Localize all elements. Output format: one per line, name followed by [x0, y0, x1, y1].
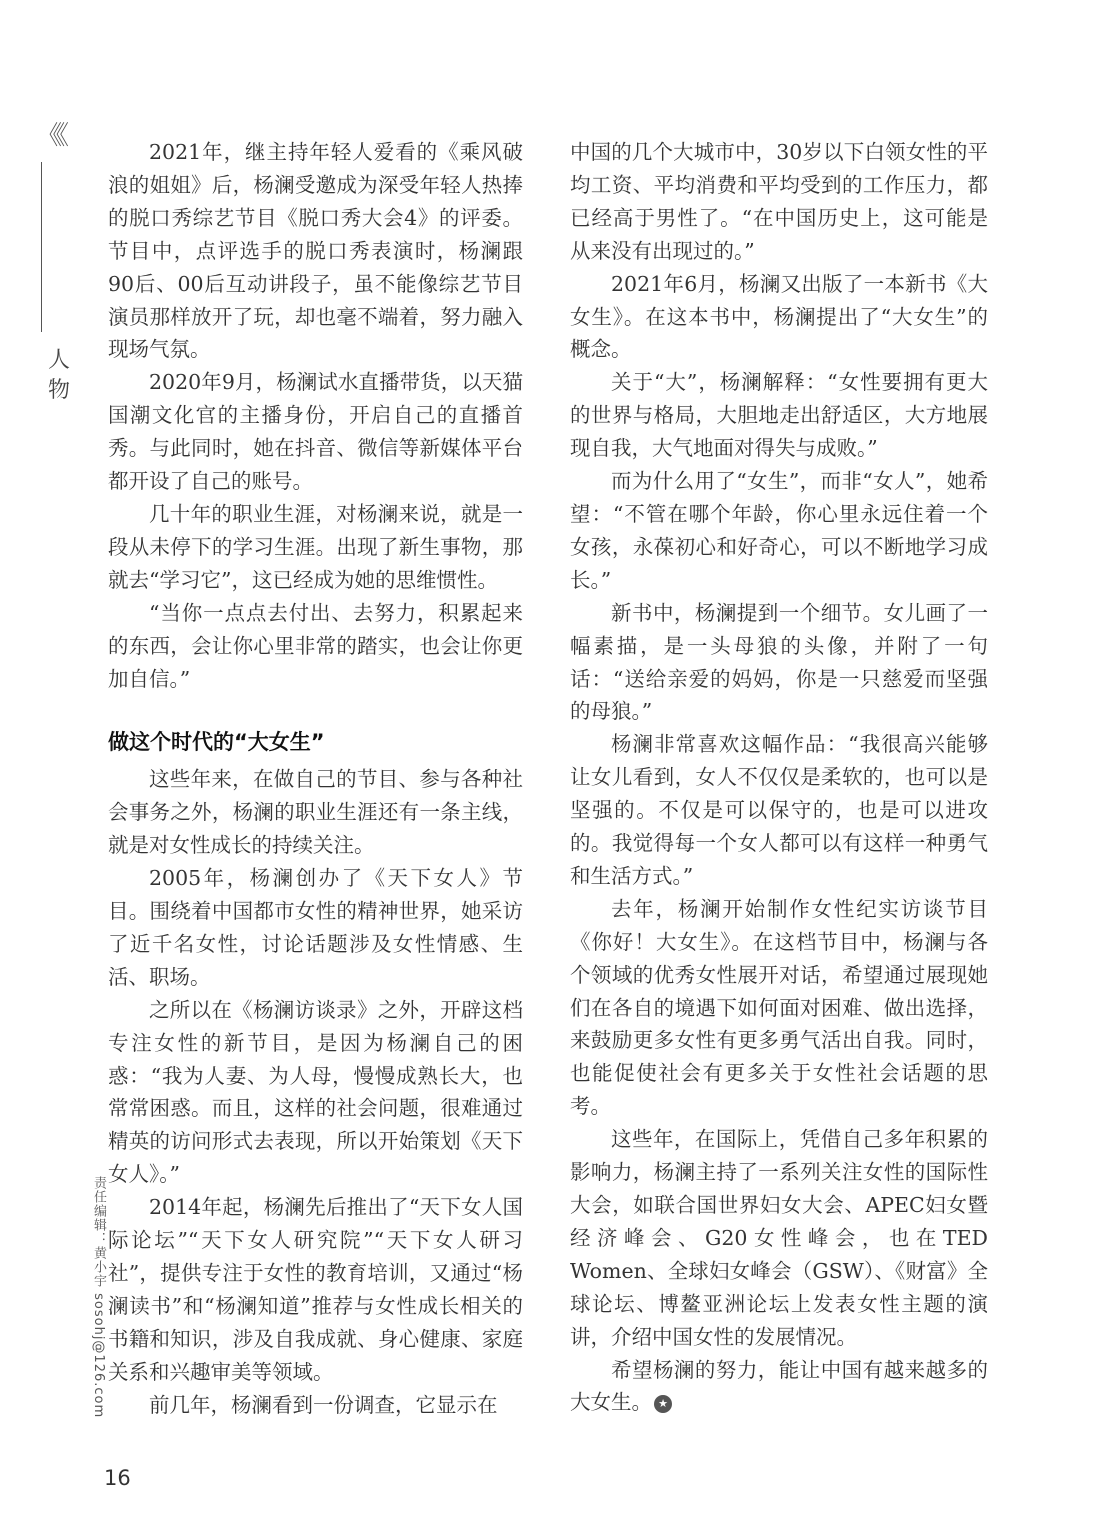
paragraph: 新书中，杨澜提到一个细节。女儿画了一幅素描，是一头母狼的头像，并附了一句话：“送给亲爱的妈妈，你是一只慈爱而坚强的母狼。”: [570, 600, 988, 724]
section-heading: 做这个时代的“大女生”: [108, 730, 325, 755]
section-label: 人物: [48, 348, 71, 403]
paragraph: 之所以在《杨澜访谈录》之外，开辟这档专注女性的新节目，是因为杨澜自己的困惑：“我为人妻、为人母，慢慢成熟长大，也常常困惑。而且，这样的社会问题，很难通过精英的访问形式去表现，所以开始策划《天下女人》。”: [108, 997, 523, 1187]
right-column: [570, 136, 988, 1419]
paragraph: 2005年，杨澜创办了《天下女人》节目。围绕着中国都市女性的精神世界，她采访了近千名女性，讨论话题涉及女性情感、生活、职场。: [108, 866, 523, 989]
paragraph: “当你一点点去付出、去努力，积累起来的东西，会让你心里非常的踏实，也会让你更加自信。”: [108, 600, 523, 691]
section-marker: [36, 121, 76, 403]
last-paragraph: [570, 1354, 988, 1420]
paragraph: 2021年6月，杨澜又出版了一本新书《大女生》。在这本书中，杨澜提出了“大女生”的概念。: [570, 271, 988, 362]
paragraph: 2020年9月，杨澜试水直播带货，以天猫国潮文化官的主播身份，开启自己的直播首秀。与此同时，她在抖音、微信等新媒体平台都开设了自己的账号。: [108, 370, 523, 494]
paragraph: 这些年来，在做自己的节目、参与各种社会事务之外，杨澜的职业生涯还有一条主线，就是对女性成长的持续关注。: [108, 767, 523, 858]
paragraph: 杨澜非常喜欢这幅作品：“我很高兴能够让女儿看到，女人不仅仅是柔软的，也可以是坚强的。不仅是可以保守的，也是可以进攻的。我觉得每一个女人都可以有这样一种勇气和生活方式。”: [570, 732, 988, 888]
editor-credit: 责任编辑：黄小宇 sosohj@126.com: [91, 1176, 106, 1419]
page-number: 16: [104, 1466, 131, 1490]
last-paragraph-text: 希望杨澜的努力，能让中国有越来越多的大女生。: [570, 1357, 988, 1415]
paragraph: 2021年，继主持年轻人爱看的《乘风破浪的姐姐》后，杨澜受邀成为深受年轻人热捧的脱口秀综艺节目《脱口秀大会4》的评委。节目中，点评选手的脱口秀表演时，杨澜跟90后、00后互动讲段子，虽不能像综艺节目演员那样放开了玩，却也毫不端着，努力融入现场气氛。: [108, 140, 523, 362]
paragraph: 关于“大”，杨澜解释：“女性要拥有更大的世界与格局，大胆地走出舒适区，大方地展现自我，大气地面对得失与成败。”: [570, 370, 988, 461]
paragraph: 2014年起，杨澜先后推出了“天下女人国际论坛”“天下女人研究院”“天下女人研习社”，提供专注于女性的教育培训，又通过“杨澜读书”和“杨澜知道”推荐与女性成长相关的书籍和知识，涉及自我成就、身心健康、家庭关系和兴趣审美等领域。: [108, 1195, 523, 1384]
paragraph-continued: 中国的几个大城市中，30岁以下白领女性的平均工资、平均消费和平均受到的工作压力，都已经高于男性了。“在中国历史上，这可能是从来没有出现过的。”: [570, 140, 988, 263]
end-mark-icon: ★: [654, 1395, 672, 1413]
left-column: [108, 136, 523, 1422]
paragraph: 这些年，在国际上，凭借自己多年积累的影响力，杨澜主持了一系列关注女性的国际性大会，如联合国世界妇女大会、APEC妇女暨经济峰会、G20女性峰会，也在TED Women、全球妇女峰会（GSW）、《财富》全球论坛、博鳌亚洲论坛上发表女性主题的演讲，介绍中国女性的发展情况。: [570, 1127, 988, 1349]
section-divider-line: [41, 162, 42, 332]
paragraph: 几十年的职业生涯，对杨澜来说，就是一段从未停下的学习生涯。出现了新生事物，那就去“学习它”，这已经成为她的思维惯性。: [108, 501, 523, 592]
double-chevron-icon: 《《: [36, 121, 64, 151]
paragraph: 去年，杨澜开始制作女性纪实访谈节目《你好！大女生》。在这档节目中，杨澜与各个领域的优秀女性展开对话，希望通过展现她们在各自的境遇下如何面对困难、做出选择，来鼓励更多女性有更多勇气活出自我。同时，也能促使社会有更多关于女性社会话题的思考。: [570, 896, 988, 1119]
paragraph: 前几年，杨澜看到一份调查，它显示在: [149, 1392, 498, 1417]
paragraph: 而为什么用了“女生”，而非“女人”，她希望：“不管在哪个年龄，你心里永远住着一个女孩，永葆初心和好奇心，可以不断地学习成长。”: [570, 469, 988, 592]
